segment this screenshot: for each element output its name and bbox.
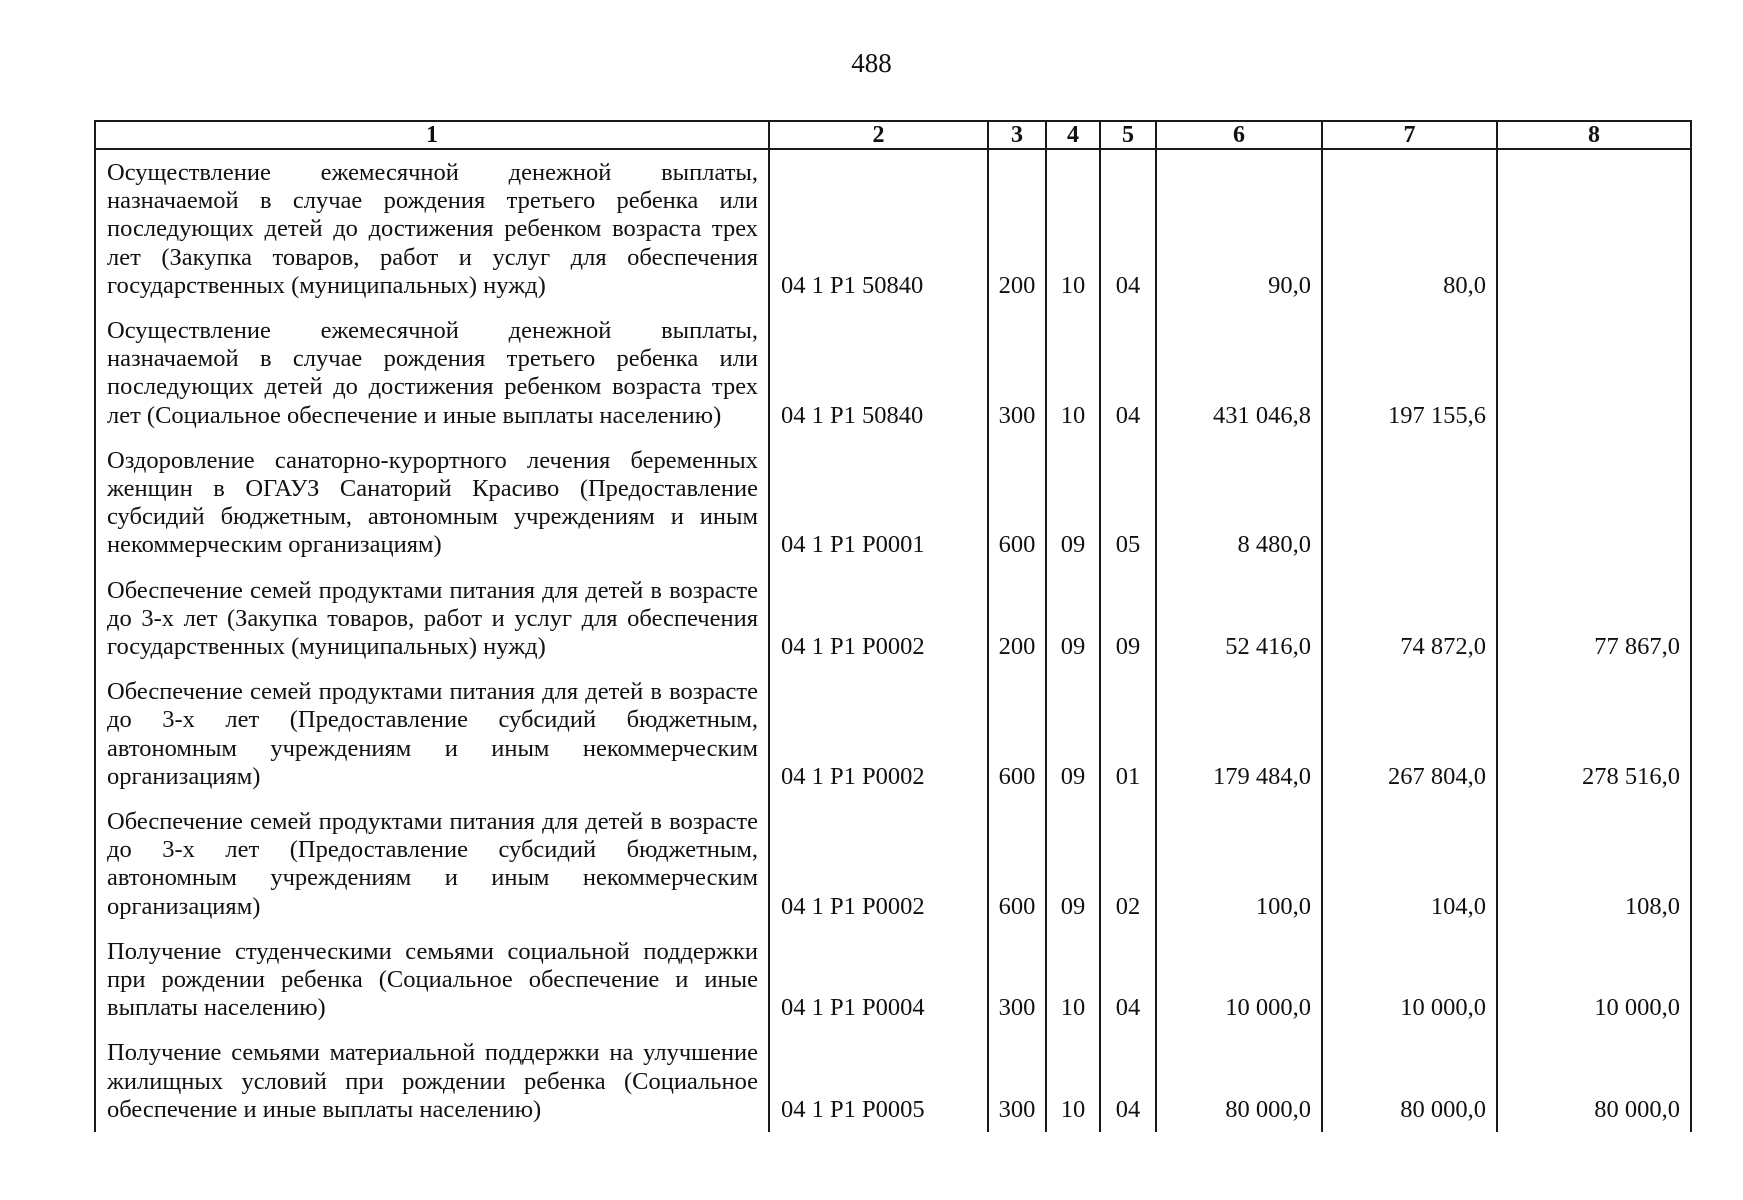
row-code: 04 1 P1 P0005	[769, 1030, 988, 1132]
row-col6: 52 416,0	[1156, 568, 1322, 670]
row-col8: 10 000,0	[1497, 929, 1691, 1031]
row-col7: 10 000,0	[1322, 929, 1497, 1031]
row-col4: 09	[1046, 669, 1100, 799]
row-description: Оздоровление санаторно-курортного лечения беременных женщин в ОГАУЗ Санаторий Красиво (Предоставление субсидий бюджетным, автономным учреждениям и иным некоммерческим организациям)	[95, 438, 769, 568]
row-col5: 04	[1100, 308, 1156, 438]
row-description: Обеспечение семей продуктами питания для детей в возрасте до 3-х лет (Закупка товаров, работ и услуг для обеспечения государственных (муниципальных) нужд)	[95, 568, 769, 670]
table-row	[95, 669, 1691, 799]
row-col4: 10	[1046, 149, 1100, 308]
table-row	[95, 929, 1691, 1031]
row-col4: 10	[1046, 1030, 1100, 1132]
row-col8	[1497, 438, 1691, 568]
row-col3: 600	[988, 438, 1046, 568]
row-col4: 09	[1046, 568, 1100, 670]
row-col7: 104,0	[1322, 799, 1497, 929]
row-code: 04 1 P1 P0002	[769, 799, 988, 929]
row-col5: 02	[1100, 799, 1156, 929]
row-col6: 10 000,0	[1156, 929, 1322, 1031]
row-code: 04 1 P1 P0002	[769, 669, 988, 799]
column-header-4: 4	[1046, 121, 1100, 149]
row-col7: 197 155,6	[1322, 308, 1497, 438]
row-col6: 90,0	[1156, 149, 1322, 308]
column-header-7: 7	[1322, 121, 1497, 149]
row-description: Обеспечение семей продуктами питания для детей в возрасте до 3-х лет (Предоставление субсидий бюджетным, автономным учреждениям и иным некоммерческим организациям)	[95, 669, 769, 799]
row-col5: 04	[1100, 149, 1156, 308]
row-code: 04 1 P1 P0002	[769, 568, 988, 670]
row-col7: 80 000,0	[1322, 1030, 1497, 1132]
table-row	[95, 1030, 1691, 1132]
row-col7	[1322, 438, 1497, 568]
row-col8	[1497, 308, 1691, 438]
column-header-1: 1	[95, 121, 769, 149]
row-code: 04 1 P1 P0001	[769, 438, 988, 568]
row-col5: 04	[1100, 1030, 1156, 1132]
row-col4: 09	[1046, 799, 1100, 929]
row-col8	[1497, 149, 1691, 308]
column-header-8: 8	[1497, 121, 1691, 149]
row-code: 04 1 P1 50840	[769, 308, 988, 438]
row-col6: 179 484,0	[1156, 669, 1322, 799]
row-col3: 600	[988, 799, 1046, 929]
row-col3: 300	[988, 308, 1046, 438]
row-code: 04 1 P1 P0004	[769, 929, 988, 1031]
row-col3: 200	[988, 149, 1046, 308]
row-col4: 09	[1046, 438, 1100, 568]
row-col8: 80 000,0	[1497, 1030, 1691, 1132]
row-col7: 267 804,0	[1322, 669, 1497, 799]
column-header-6: 6	[1156, 121, 1322, 149]
row-description: Получение семьями материальной поддержки на улучшение жилищных условий при рождении ребенка (Социальное обеспечение и иные выплаты населению)	[95, 1030, 769, 1132]
row-col6: 100,0	[1156, 799, 1322, 929]
table-row	[95, 149, 1691, 308]
table-row	[95, 308, 1691, 438]
row-description: Получение студенческими семьями социальной поддержки при рождении ребенка (Социальное обеспечение и иные выплаты населению)	[95, 929, 769, 1031]
row-description: Осуществление ежемесячной денежной выплаты, назначаемой в случае рождения третьего ребенка или последующих детей до достижения ребенком возраста трех лет (Социальное обеспечение и иные выплаты населению)	[95, 308, 769, 438]
row-col8: 77 867,0	[1497, 568, 1691, 670]
row-col3: 300	[988, 929, 1046, 1031]
row-col6: 431 046,8	[1156, 308, 1322, 438]
row-col6: 8 480,0	[1156, 438, 1322, 568]
row-col4: 10	[1046, 929, 1100, 1031]
table-row	[95, 438, 1691, 568]
row-code: 04 1 P1 50840	[769, 149, 988, 308]
row-col5: 09	[1100, 568, 1156, 670]
table-row	[95, 799, 1691, 929]
row-col7: 80,0	[1322, 149, 1497, 308]
row-col8: 108,0	[1497, 799, 1691, 929]
budget-table	[94, 120, 1692, 1132]
page-number: 488	[851, 48, 892, 78]
row-col3: 200	[988, 568, 1046, 670]
column-header-3: 3	[988, 121, 1046, 149]
row-col3: 600	[988, 669, 1046, 799]
header-row	[95, 121, 1691, 149]
row-col8: 278 516,0	[1497, 669, 1691, 799]
column-header-2: 2	[769, 121, 988, 149]
row-col4: 10	[1046, 308, 1100, 438]
row-col5: 04	[1100, 929, 1156, 1031]
row-col5: 01	[1100, 669, 1156, 799]
row-col3: 300	[988, 1030, 1046, 1132]
row-description: Осуществление ежемесячной денежной выплаты, назначаемой в случае рождения третьего ребенка или последующих детей до достижения ребенком возраста трех лет (Закупка товаров, работ и услуг для обеспечения государственных (муниципальных) нужд)	[95, 149, 769, 308]
column-header-5: 5	[1100, 121, 1156, 149]
row-col5: 05	[1100, 438, 1156, 568]
row-col6: 80 000,0	[1156, 1030, 1322, 1132]
row-col7: 74 872,0	[1322, 568, 1497, 670]
row-description: Обеспечение семей продуктами питания для детей в возрасте до 3-х лет (Предоставление субсидий бюджетным, автономным учреждениям и иным некоммерческим организациям)	[95, 799, 769, 929]
table-row	[95, 568, 1691, 670]
